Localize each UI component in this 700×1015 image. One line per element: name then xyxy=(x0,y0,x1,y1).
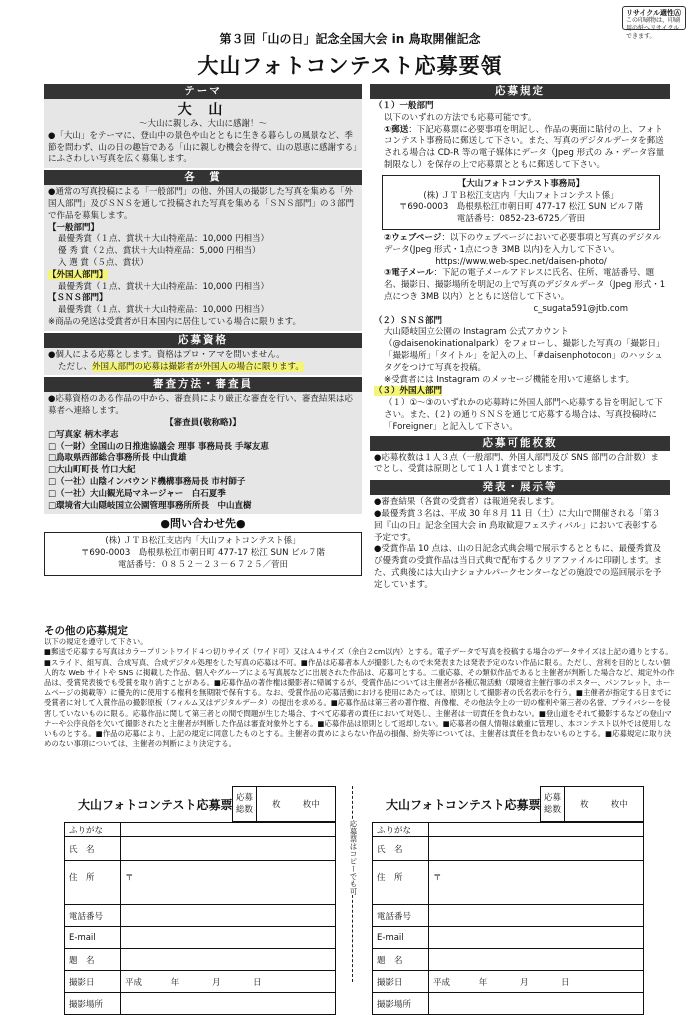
theme-body: ●「大山」をテーマに、登山中の景色や山とともに生きる暮らしの風景など、季節を問わず、山の日の趣旨である「山に親しむ機会を得て、山の恩恵に感謝する」にふさわしい写真を広く募集します。 xyxy=(48,130,358,165)
page-title: 大山フォトコンテスト応募要領 xyxy=(197,54,503,78)
theme-name: 大 山 xyxy=(177,102,229,118)
entry-count-box xyxy=(540,786,644,822)
qualification-section xyxy=(44,348,362,376)
rules-mail-title: ①郵送 xyxy=(384,124,409,135)
rules-sns-title: （２）ＳＮＳ部門 xyxy=(374,315,443,326)
judges-heading: 【審査員(敬称略)】 xyxy=(165,417,241,428)
announce-heading: 発表・展示等 xyxy=(370,480,670,495)
qualification-line1: ●個人による応募とします。資格はプロ・アマを問いません。 xyxy=(48,349,285,360)
inquiry-heading: ●問い合わせ先● xyxy=(160,517,246,531)
awards-general-item: 最優秀賞（１点、賞状＋大山特産品：10,000 円相当） xyxy=(58,234,269,245)
office-address: 〒690-0003 島根県松江市朝日町 477-17 松江 SUN ビル７階 xyxy=(398,202,644,213)
entry-form-title: 大山フォトコンテスト応募票 xyxy=(78,798,233,812)
office-org: (株) ＪＴＢ松江支店内「大山フォトコンテスト係」 xyxy=(423,190,619,201)
other-rules-heading: その他の応募規定 xyxy=(44,625,128,637)
entry-count-label: 応募総数 xyxy=(233,787,257,821)
photo-title-label: 題 名 xyxy=(373,949,429,971)
entry-form-title: 大山フォトコンテスト応募票 xyxy=(386,798,541,812)
rules-email-title: ③電子メール xyxy=(384,268,434,279)
day-label: 日 xyxy=(561,977,570,988)
entry-count-unit-total: 枚中 xyxy=(610,800,628,810)
qualification-line2-highlight: 外国人部門の応募は撮影者が外国人の場合に限ります。 xyxy=(92,361,304,372)
name-field[interactable] xyxy=(429,837,644,861)
announce-section xyxy=(370,495,670,593)
other-rules-section xyxy=(44,626,676,749)
office-phone: 電話番号：0852-23-6725／菅田 xyxy=(456,214,586,225)
month-label: 月 xyxy=(211,977,221,988)
rules-sns-note: ※受賞者には Instagram のメッセージ機能を用いて連絡します。 xyxy=(384,374,635,385)
theme-heading: テーマ xyxy=(44,84,362,99)
shoot-date-label: 撮影日 xyxy=(65,971,121,993)
rules-foreign-body: （１）①～③のいずれかの応募時に外国人部門へ応募する旨を明記して下さい。また、(２) の通りＳＮＳを通じて応募する場合は、写真投稿時に「Foreigner」と記入して下さい。 xyxy=(384,398,663,432)
phone-label: 電話番号 xyxy=(373,905,429,927)
address-field[interactable]: 〒 xyxy=(121,861,336,905)
entry-count-unit: 枚 xyxy=(580,800,589,810)
era-label: 平成 xyxy=(433,977,451,988)
cut-note: 応募票はコピーでも可 xyxy=(346,820,358,895)
rules-web-title: ②ウェブページ xyxy=(384,232,442,243)
entry-count-label: 応募総数 xyxy=(541,787,565,821)
judge-item: □鳥取県西部総合事務所長 中山貴雄 xyxy=(48,453,187,464)
judge-item: □（一財）全国山の日推進協議会 理事 事務局長 手塚友恵 xyxy=(48,441,269,452)
inquiry-address: 〒690-0003 島根県松江市朝日町 477-17 松江 SUN ビル７階 xyxy=(80,547,326,558)
qualification-heading: 応募資格 xyxy=(44,333,362,348)
judge-item: □環境省大山隠岐国立公園管理事務所所長 中山直樹 xyxy=(48,500,252,511)
day-label: 日 xyxy=(253,977,262,988)
phone-field[interactable] xyxy=(121,905,336,927)
awards-sns-label: 【ＳＮＳ部門】 xyxy=(48,293,108,304)
furigana-field[interactable] xyxy=(429,823,644,837)
rules-email-body: ：下記の電子メールアドレスに氏名、住所、電話番号、題名、撮影日、撮影場所を明記の上で写真のデジタルデータ（Jpeg 形式・1点につき 3MB 以内）とともに送信して下さい。 xyxy=(384,268,666,302)
rules-sns-body: 大山隠岐国立公園の Instagram 公式アカウント（@daisenokinationalpark）をフォローし、撮影した写真の「撮影日」「撮影場所」「タイトル」を記入の上、「#daisenphotocon」のハッシュタグをつけて写真を投稿。 xyxy=(384,327,665,373)
entry-form-left xyxy=(64,786,336,1015)
left-column xyxy=(44,84,362,576)
inquiry-box xyxy=(44,532,362,575)
email-label: E-mail xyxy=(65,927,121,949)
entry-form-right xyxy=(372,786,644,1015)
shoot-date-field[interactable] xyxy=(429,971,644,993)
entry-count-box xyxy=(232,786,336,822)
rules-foreign-title: （３）外国人部門 xyxy=(374,386,443,397)
judge-item: □（一社）山陰インバウンド機構事務局長 市村師子 xyxy=(48,476,246,487)
photo-title-field[interactable] xyxy=(429,949,644,971)
address-label: 住 所 xyxy=(65,861,121,905)
awards-general-label: 【一般部門】 xyxy=(48,222,100,233)
photo-title-label: 題 名 xyxy=(65,949,121,971)
rules-heading: 応募規定 xyxy=(370,84,670,99)
office-title: 【大山フォトコンテスト事務局】 xyxy=(457,178,585,189)
shoot-place-field[interactable] xyxy=(121,993,336,1015)
rules-section xyxy=(370,99,670,434)
shoot-date-field[interactable] xyxy=(121,971,336,993)
shoot-place-field[interactable] xyxy=(429,993,644,1015)
phone-field[interactable] xyxy=(429,905,644,927)
rules-mail-body: ：下記応募票に必要事項を明記し、作品の裏面に貼付の上、フォトコンテスト事務局に郵送して下さい。また、写真のデジタルデータを郵送される場合は CD-R 等の電子媒体にデータ（Jpeg 形式の み・データ容量制限なし）を保存の上で応募票とともに郵送して下さい。 xyxy=(384,124,665,170)
judge-item: □（一社）大山観光局マネージャー 白石夏季 xyxy=(48,488,226,499)
email-label: E-mail xyxy=(373,927,429,949)
theme-tagline: ～大山に親しみ、大山に感謝！～ xyxy=(138,119,267,129)
email-field[interactable] xyxy=(429,927,644,949)
rules-general-intro: 以下のいずれの方法でも応募可能です。 xyxy=(384,112,537,123)
awards-general-item: 入 選 賞（５点、賞状） xyxy=(58,257,149,268)
announce-line1: ●審査結果（各賞の受賞者）は報道発表します。 xyxy=(374,497,560,508)
year-label: 年 xyxy=(170,977,180,988)
rules-general-title: （１）一般部門 xyxy=(374,101,434,111)
announce-line3: ●受賞作品 10 点は、山の日記念式典会場で展示するとともに、最優秀賞及び優秀賞の受賞作品は当日式典で配布するクリアファイルに印刷します。また、式典後には大山ナショナルパークセンターなどの施設での巡回展示を予定しています。 xyxy=(374,544,663,590)
awards-general-item: 優 秀 賞（２点、賞状＋大山特産品：5,000 円相当） xyxy=(58,246,261,257)
other-rules-body: 以下の規定を遵守して下さい。 ■郵送で応募する写真はカラープリントワイド４つ切りサイズ（ワイド可）又はＡ４サイズ（余白２cm以内）とする。電子データで写真を投稿する場合のデータサイズは上記の通りとする。■スライド、組写真、合成写真、合成デジタル処理をした写真の応募は不可。■作品は応募者本人が撮影したもので未発表または発表予定のない作品に限る。ただし、営利を目的としない個人的な Web サイトや SNS に掲載した作品、個人やグループによる写真展などに出展された作品は、応募可とする。二重応募、その類似作品であると主催者が判断した場合など、規定外の作品は、受賞発表後でも受賞を取り消すことがある。■応募作品の著作権は撮影者に帰属するが、受賞作品については主催者が各種広報活動（環境省主催行事のポスター、パンフレット、ホームページの掲載等）に優先的に使用する権利を無期限で保有する。なお、受賞作品の応募活動における使用にあたっては、原則として撮影者の氏名表示を行う。■主催者が指定する日までに受賞者に対して入賞作品の撮影原板（フィルム又はデジタルデータ）の提出を求める。■応募作品は第三者の著作権、肖像権、その他法令上の一切の権利や第三者の名誉、プライバシーを侵害していないものに限る。応募作品に関して第三者との間で問題が生じた場合、すべて応募者の責任において対処し、主催者は一切責任を負わない。■登山道をそれて撮影するなどの登山マナーや公序良俗を欠いて撮影されたと主催者が判断した作品は審査対象外とする。■応募作品は原則として返却しない。■応募者の個人情報は厳重に管理し、本コンテスト以外では使用しないものとする。■作品の応募により、上記の規定に同意したものとする。主催者の責めによらない作品の損傷、紛失等については、主催者は責任を負わないものとする。■応募規定に取り決めのない事項については、主催者の判断により決定する。 xyxy=(44,637,675,749)
awards-sns-item: 最優秀賞（１点、賞状＋大山特産品：10,000 円相当） xyxy=(58,305,269,316)
awards-foreign-label: 【外国人部門】 xyxy=(48,269,108,280)
furigana-field[interactable] xyxy=(121,823,336,837)
shoot-place-label: 撮影場所 xyxy=(65,993,121,1015)
entry-count-unit-total: 枚中 xyxy=(302,800,320,810)
event-subtitle: 第３回「山の日」記念全国大会 in 鳥取開催記念 xyxy=(219,32,481,46)
furigana-label: ふりがな xyxy=(373,823,429,837)
photo-title-field[interactable] xyxy=(121,949,336,971)
rules-web-url[interactable]: https://www.web-spec.net/daisen-photo/ xyxy=(435,256,607,267)
email-field[interactable] xyxy=(121,927,336,949)
entry-form-table xyxy=(64,822,336,1015)
awards-heading: 各 賞 xyxy=(44,170,362,185)
year-label: 年 xyxy=(478,977,488,988)
inquiry-org: (株) ＪＴＢ松江支店内「大山フォトコンテスト係」 xyxy=(105,536,301,547)
name-label: 氏 名 xyxy=(65,837,121,861)
address-label: 住 所 xyxy=(373,861,429,905)
right-column xyxy=(370,84,670,593)
era-label: 平成 xyxy=(125,977,143,988)
entry-form-table xyxy=(372,822,644,1015)
recycle-badge xyxy=(622,6,686,40)
theme-section xyxy=(44,99,362,168)
shoot-place-label: 撮影場所 xyxy=(373,993,429,1015)
name-field[interactable] xyxy=(121,837,336,861)
recycle-badge-title: リサイクル適性Ⓐ xyxy=(626,9,682,17)
shoot-date-label: 撮影日 xyxy=(373,971,429,993)
awards-intro: ●通常の写真投稿による「一般部門」の他、外国人の撮影した写真を集める「外国人部門」及びＳＮＳを通して投稿された写真を集める「ＳＮＳ部門」の３部門で作品を募集します。 xyxy=(48,187,355,221)
judging-section xyxy=(44,392,362,514)
month-label: 月 xyxy=(519,977,529,988)
judge-item: □大山町町長 竹口大紀 xyxy=(48,465,136,476)
address-field[interactable]: 〒 xyxy=(429,861,644,905)
rules-web-body: ：以下のウェブページにおいて必要事項と写真のデジタルデータ(Jpeg 形式・1点につき 3MB 以内)を入力して下さい。 xyxy=(384,232,662,255)
furigana-label: ふりがな xyxy=(65,823,121,837)
awards-section xyxy=(44,185,362,331)
judging-heading: 審査方法・審査員 xyxy=(44,377,362,392)
judging-body: ●応募資格のある作品の中から、審査員により厳正な審査を行い、審査結果は応募者へ連絡します。 xyxy=(48,394,353,417)
name-label: 氏 名 xyxy=(373,837,429,861)
awards-note: ※商品の発送は受賞者が日本国内に居住している場合に限ります。 xyxy=(48,316,301,327)
judge-item: □写真家 柄木孝志 xyxy=(48,429,119,440)
office-box xyxy=(382,175,660,230)
qualification-line2-pre: ただし、 xyxy=(58,361,93,372)
inquiry-phone: 電話番号：０８５２－２３－６７２５／菅田 xyxy=(117,559,288,570)
rules-email-address[interactable]: c_sugata591@jtb.com xyxy=(533,303,628,314)
limits-heading: 応募可能枚数 xyxy=(370,436,670,451)
entry-count-unit: 枚 xyxy=(272,800,281,810)
announce-line2: ●最優秀賞３名は、平成 30 年８月 11 日（土）に大山で開催される「第３回『山の日』記念全国大会 in 鳥取歓迎フェスティバル」において表彰する予定です。 xyxy=(374,508,661,543)
limits-body: ●応募枚数は１人３点（一般部門、外国人部門及び SNS 部門の合計数）までとし、受賞は原則として１人１賞までとします。 xyxy=(374,452,659,475)
recycle-badge-note: この印刷物は、印刷用の紙へリサイクルできます。 xyxy=(626,17,681,40)
phone-label: 電話番号 xyxy=(65,905,121,927)
awards-foreign-item: 最優秀賞（１点、賞状＋大山特産品：10,000 円相当） xyxy=(58,281,269,292)
